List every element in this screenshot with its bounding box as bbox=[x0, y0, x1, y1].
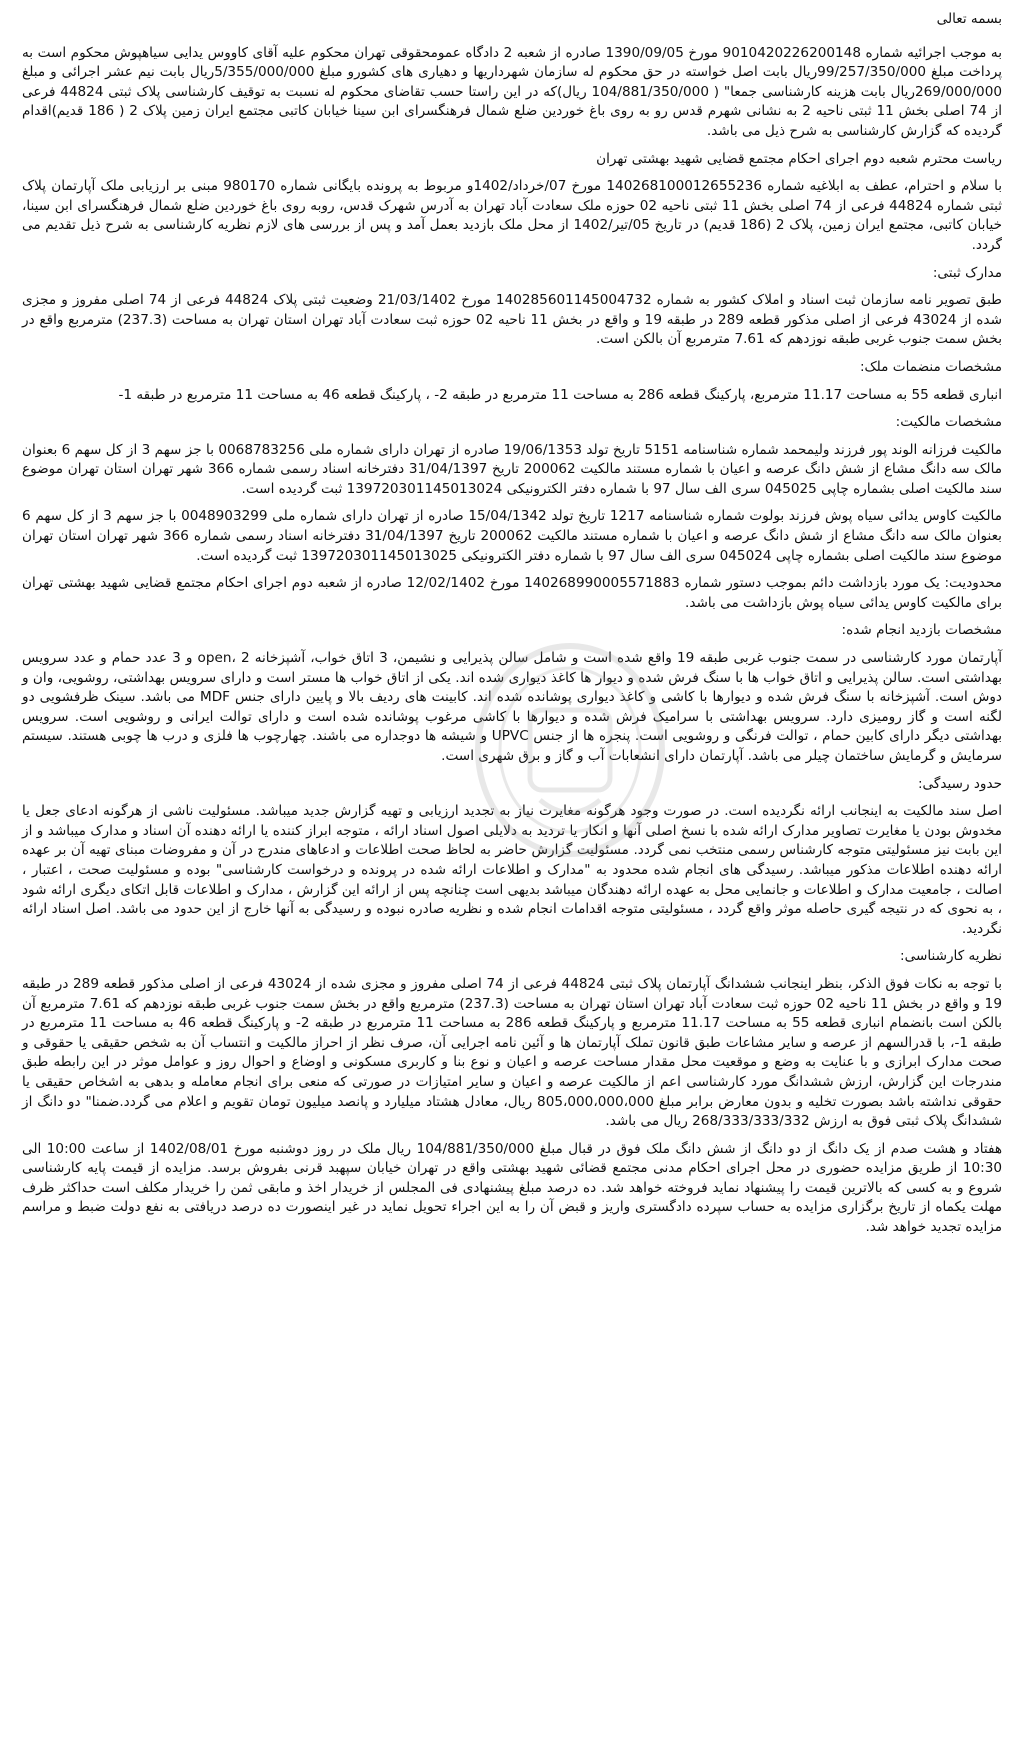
spacer bbox=[22, 256, 1002, 264]
spacer bbox=[22, 350, 1002, 358]
greeting-paragraph: با سلام و احترام، عطف به ابلاغیه شماره 140268100012655236 مورخ 07/خرداد/1402و مربوط به پرونده بایگانی شماره 980170 مبنی بر ارزیابی ملک آپارتمان پلاک ثبتی شماره 44824 فرعی از 74 اصلی بخش 11 ثبتی ناحیه 02 حوزه ملک سعادت آباد تهران به آدرس شهرک قدس، روبه روی باغ خوردین ضلع شمال فرهنگسرای ابن سینا، خیابان کاتبی، مجتمع ایران زمین، پلاک 2 (186 قدیم) در تاریخ 05/تیر/1402 از محل ملک بازدید بعمل آمد و پس از بررسی های لازم نظریه کارشناسی به شرح ذیل تقدیم می گردد. bbox=[22, 178, 1003, 253]
spacer bbox=[22, 939, 1002, 947]
opinion-heading: نظریه کارشناسی: bbox=[900, 948, 1002, 965]
annex-paragraph: انباری قطعه 55 به مساحت 11.17 مترمربع، پارکینگ قطعه 286 به مساحت 11 مترمربع در طبقه 2- ، پارکینگ قطعه 46 به مساحت 11 مترمربع در طبقه 1- bbox=[118, 386, 1002, 403]
spacer bbox=[22, 566, 1002, 574]
inspection-paragraph: آپارتمان مورد کارشناسی در سمت جنوب غربی طبقه 19 واقع شده است و شامل سالن پذیرایی و نشیمن، 3 اتاق خواب، آشپزخانه open، 2 و 3 عدد حمام و عدد سرویس بهداشتی است. سالن پذیرایی و اتاق خواب ها با سنگ فرش شده و دیوار ها کاغذ دیواری شده اند. یکی از اتاق خواب ها مستر است و دارای سرویس بهداشتی، روشویی، وان و دوش است. آشپزخانه با سنگ فرش شده و دیوارها با کاشی و کاغذ دیواری پوشانده شده اند. کابینت های ردیف بالا و پایین دارای جنس MDF می باشد. سینک ظرفشویی دو لگنه است و گاز رومیزی دارد. سرویس بهداشتی با سرامیک فرش شده و دیوارها با کاشی مرغوب پوشانده شده است و دارای توالت ایرانی و روشویی است. سرویس بهداشتی دیگر دارای کابین حمام ، توالت فرنگی و روشویی است. پنجره ها از جنس UPVC و شیشه ها دوجداره می باشند. چهارچوب ها فلزی و درب ها چوبی هستند. سیستم سرمایش و گرمایش ساختمان چیلر می باشد. آپارتمان دارای انشعابات آب و گاز و برق شهری است. bbox=[22, 650, 1002, 764]
addressee-line: ریاست محترم شعبه دوم اجرای احکام مجتمع قضایی شهید بهشتی تهران bbox=[596, 150, 1002, 167]
spacer bbox=[22, 1132, 1002, 1140]
opinion-paragraph: با توجه به نکات فوق الذکر، بنظر اینجانب ششدانگ آپارتمان پلاک ثبتی 44824 فرعی از 74 اصلی مفروز و مجزی شده از 43024 فرعی از اصلی مذکور قطعه 289 در طبقه 19 و واقع در بخش 11 ناحیه 02 حوزه ثبت سعادت آباد تهران استان تهران به مساحت (237.3) مترمربع واقع در بخش سمت جنوب غربی طبقه نوزدهم که 7.61 مترمربع آن بالکن است بانضمام انباری قطعه 55 به مساحت 11.17 مترمربع و پارکینگ قطعه 286 به مساحت 11 مترمربع در طبقه 2- و پارکینگ قطعه 46 به مساحت 11 مترمربع در طبقه 1-، با قدرالسهم از عرصه و سایر مشاعات طبق قانون تملک آپارتمان ها و آئین نامه اجرایی آن، صرف نظر از احراز مالکیت و انتساب آن به شخص حقیقی یا حقوقی و صحت مدارک ابرازی و با عنایت به وضع و موقعیت محل مقدار مساحت عرصه و اعیان و نوع بنا و کاربری مسکونی و اوضاع و احوال روز و عوامل موثر در این رابطه طبق مندرجات این گزارش، ارزش ششدانگ مورد کارشناسی اعم از مالکیت عرصه و اعیان و سایر امتیازات در صورتی که منعی برای انجام معامله و بدهی به اشخاص حقیقی یا حقوقی نداشته باشد بصورت تخلیه و بدون معارض برابر مبلغ 805،000،000،000 ریال، معادل هشتاد میلیارد و پانصد میلیون تومان تقویم و اعلام می گردد.ضمنا" دو دانگ از ششدانگ پلاک ثبتی فوق به ارزش 268/333/333/332 ریال می باشد. bbox=[22, 975, 1003, 1130]
intro-paragraph: به موجب اجرائیه شماره 9010420226200148 مورخ 1390/09/05 صادره از شعبه 2 دادگاه عمومحقوقی تهران محکوم علیه آقای کاووس یدایی سیاهپوش محکوم است به پرداخت مبلغ 99/257/350/000ریال بابت اصل خواسته در حق محکوم له سازمان شهرداریها و دهیاری های کشورو مبلغ 5/355/000/000ریال بابت نیم عشر اجرائی و مبلغ 269/000/000ریال بابت هزینه کارشناسی جمعا" ( 104/881/350/000 ریال)که در این راستا حسب تقاضای محکوم له نسبت به توقیف کارشناسی پلاک ثبتی 44824 فرعی از 74 اصلی بخش 11 ثبتی ناحیه 2 به نشانی شهرم قدس رو به روی باغ خوردین ضلع شمال فرهنگسرای ابن سینا خیابان کاتبی مجتمع ایران زمین پلاک 2 ( 186 قدیم)اقدام گردیده که گزارش کارشناسی به شرح ذیل می باشد. bbox=[22, 44, 1002, 139]
scope-paragraph: اصل سند مالکیت به اینجانب ارائه نگردیده است. در صورت وجود هرگونه مغایرت نیاز به تجدید ارزیابی و تهیه گزارش جدید میباشد. مسئولیت ناشی از هرگونه ادعای جعل یا مخدوش بودن یا مغایرت تصاویر مدارک ارائه شده با نسخ اصلی آنها و انکار یا تردید به دلایلی اصول اسناد ارائه ، متوجه ابراز کننده یا ارائه دهنده آن اسناد و مدارک میباشد و از این بابت نیز مسئولیتی متوجه کارشناس رسمی منتخب نمی گردد. مسئولیت گزارش حاضر به لحاظ صحت اطلاعات و ادعاهای مندرج در آن و مفروضات مبنای تهیه آن بر عهده ارائه دهنده اطلاعات مذکور میباشد. رسیدگی های انجام شده محدود به "مدارک و اطلاعات ارائه شده در پرونده و درخواست کارشناسی" بوده و مسئولیت صحت ، اعتبار ، اصالت ، جامعیت مدارک و اطلاعات و جانمایی محل به عهده ارائه دهندگان میباشد بدیهی است چنانچه پس از ارائه این گزارش ، مدارک و اطلاعات قابل اتکای دیگری ارائه شود ، به نحوی که در نتیجه گیری حاصله موثر واقع گردد ، مسئولیتی متوجه اقدامات انجام شده و نظریه صادره نبوده و رسیدگی به آنها خارج از این حدود می باشد. اصل اسناد ارائه نگردید. bbox=[22, 803, 1002, 937]
registry-heading: مدارک ثبتی: bbox=[932, 264, 1002, 281]
annex-heading: مشخصات منضمات ملک: bbox=[859, 358, 1002, 375]
scope-heading: حدود رسیدگی: bbox=[917, 775, 1002, 792]
spacer bbox=[22, 405, 1002, 413]
document-title: بسمه تعالی bbox=[936, 11, 1002, 27]
spacer bbox=[22, 499, 1002, 507]
restriction-paragraph: محدودیت: یک مورد بازداشت دائم بموجب دستور شماره 140268990005571883 مورخ 12/02/1402 صادره از شعبه دوم اجرای احکام مجتمع قضایی شهید بهشتی تهران برای مالکیت کاوس یدائی سیاه پوش بازداشت می باشد. bbox=[22, 575, 1002, 611]
spacer bbox=[22, 767, 1002, 775]
registry-paragraph: طبق تصویر نامه سازمان ثبت اسناد و املاک کشور به شماره 140285601145004732 مورخ 21/03/1402 وضعیت ثبتی پلاک 44824 فرعی از 74 اصلی مفروز و مجزی شده از 43024 فرعی از اصلی مذکور قطعه 289 در طبقه 19 و واقع در بخش 11 ناحیه 02 حوزه ثبت سعادت آباد تهران استان تهران به مساحت (237.3) مترمربع واقع در بخش سمت جنوب غربی طبقه نوزدهم که 7.61 مترمربع آن بالکن است. bbox=[22, 292, 1002, 348]
ownership-heading: مشخصات مالکیت: bbox=[895, 414, 1002, 431]
spacer bbox=[22, 641, 1002, 649]
ownership-paragraph-1: مالکیت فرزانه الوند پور فرزند ولیمحمد شماره شناسنامه 5151 تاریخ تولد 19/06/1353 صادره از تهران دارای شماره ملی 0068783256 با جز سهم 3 از کل سهم 6 بعنوان مالک سه دانگ مشاع از شش دانگ عرصه و اعیان با شماره مستند مالکیت 200062 تاریخ 31/04/1397 دفترخانه اسناد رسمی شماره 366 شهر تهران استان تهران موضوع سند مالکیت اصلی بشماره چاپی 045025 سری الف سال 97 با شماره دفتر الکترونیکی 139720301145013024 ثبت گردیده است. bbox=[22, 441, 1002, 497]
spacer bbox=[22, 169, 1002, 177]
spacer bbox=[22, 142, 1002, 150]
inspection-heading: مشخصات بازدید انجام شده: bbox=[841, 622, 1002, 639]
spacer bbox=[22, 378, 1002, 386]
spacer bbox=[22, 967, 1002, 975]
ownership-paragraph-2: مالکیت کاوس یدائی سیاه پوش فرزند بولوت شماره شناسنامه 1217 تاریخ تولد 15/04/1342 صادره از تهران دارای شماره ملی 0048903299 با جز سهم 3 از کل سهم 6 بعنوان مالک سه دانگ مشاع از شش دانگ عرصه و اعیان با شماره مستند مالکیت 200062 تاریخ 31/04/1397 دفترخانه اسناد رسمی شماره 366 شهر تهران استان تهران موضوع سند مالکیت اصلی بشماره چاپی 045024 سری الف سال 97 با شماره دفتر الکترونیکی 139720301145013025 ثبت گردیده است. bbox=[22, 508, 1002, 564]
spacer bbox=[22, 433, 1002, 441]
spacer bbox=[22, 613, 1002, 621]
auction-paragraph: هفتاد و هشت صدم از یک دانگ از دو دانگ از شش دانگ ملک فوق در قبال مبلغ 104/881/350/000 ریال ملک در روز دوشنبه مورخ 1402/08/01 از ساعت 10:00 الی 10:30 از طریق مزایده حضوری در محل اجرای احکام مدنی مجتمع قضائی شهید بهشتی واقع در تهران خیابان سپهبد قرنی بفروش برسد. مزایده از قیمت پایه کارشناسی شروع و به کسی که بالاترین قیمت را پیشنهاد نماید فروخته خواهد شد. ده درصد مبلغ پیشنهادی فی المجلس از خریدار اخذ و مابقی ثمن را خریدار مکلف است حداکثر ظرف مهلت یکماه از تاریخ برگزاری مزایده به حساب سپرده دادگستری واریز و قبض آن را به این اجراء تحویل نماید در غیر اینصورت ده درصد دریافتی به نفع دولت ضبط و مراسم مزایده تجدید خواهد شد. bbox=[22, 1140, 1002, 1236]
spacer bbox=[22, 794, 1002, 802]
spacer bbox=[22, 283, 1002, 291]
